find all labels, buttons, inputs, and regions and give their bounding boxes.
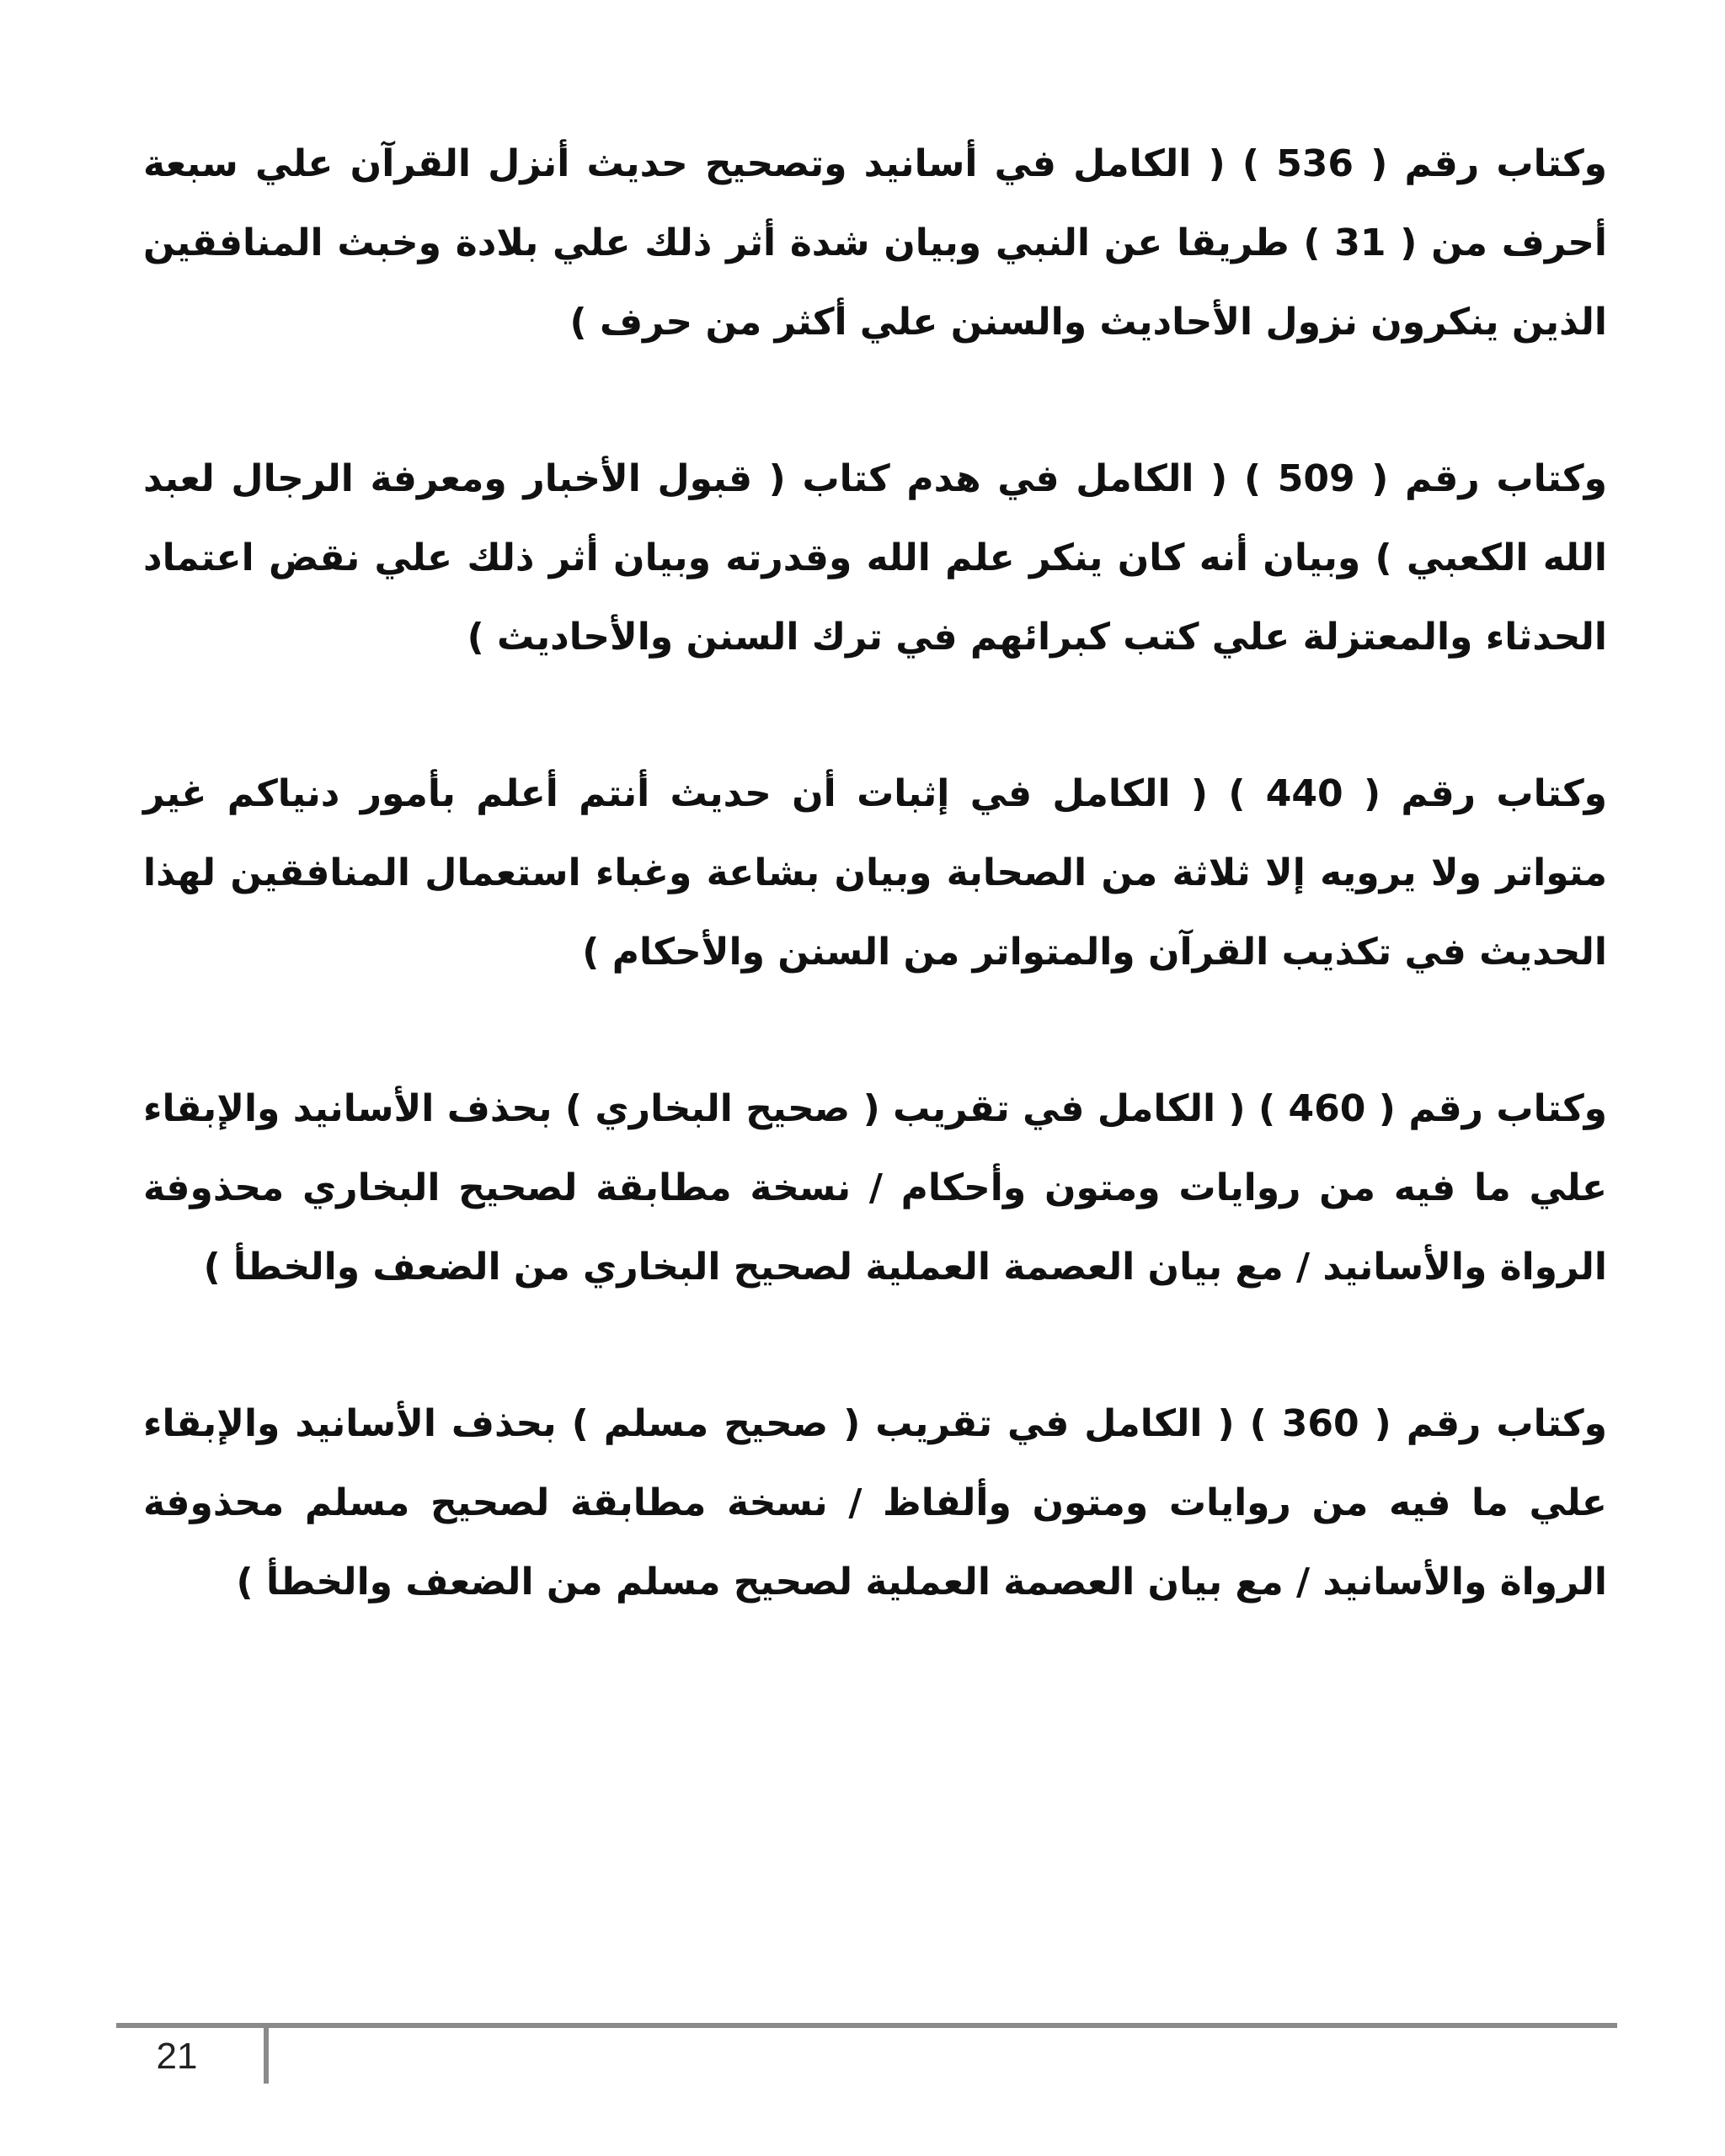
paragraph-book-509: وكتاب رقم ( 509 ) ( الكامل في هدم كتاب ( قبول الأخبار ومعرفة الرجال لعبد الله الكعبي ) وبيان أنه كان ينكر علم الله وقدرته وبيان أثر ذلك علي نقض اعتماد الحدثاء والمعتزلة علي كتب كبرائهم في ترك السنن والأحاديث ) (143, 457, 1607, 659)
paragraph-book-360: وكتاب رقم ( 360 ) ( الكامل في تقريب ( صحيح مسلم ) بحذف الأسانيد والإبقاء علي ما فيه من روايات ومتون وألفاظ / نسخة مطابقة لصحيح مسلم محذوفة الرواة والأسانيد / مع بيان العصمة العملية لصحيح مسلم من الضعف والخطأ ) (143, 1402, 1607, 1604)
footer-divider (116, 2023, 1617, 2028)
page-number: 21 (156, 2036, 198, 2077)
paragraph-book-536: وكتاب رقم ( 536 ) ( الكامل في أسانيد وتصحيح حديث أنزل القرآن علي سبعة أحرف من ( 31 ) طريقا عن النبي وبيان شدة أثر ذلك علي بلادة وخبث المنافقين الذين ينكرون نزول الأحاديث والسنن علي أكثر من حرف ) (143, 142, 1608, 344)
paragraph-book-440: وكتاب رقم ( 440 ) ( الكامل في إثبات أن حديث أنتم أعلم بأمور دنياكم غير متواتر ولا يرويه إلا ثلاثة من الصحابة وبيان بشاعة وغباء استعمال المنافقين لهذا الحديث في تكذيب القرآن والمتواتر من السنن والأحكام ) (143, 772, 1608, 974)
page-body (143, 125, 1607, 1700)
footer-separator (264, 2028, 269, 2084)
paragraph-book-460: وكتاب رقم ( 460 ) ( الكامل في تقريب ( صحيح البخاري ) بحذف الأسانيد والإبقاء علي ما فيه من روايات ومتون وأحكام / نسخة مطابقة لصحيح البخاري محذوفة الرواة والأسانيد / مع بيان العصمة العملية لصحيح البخاري من الضعف والخطأ ) (143, 1087, 1608, 1289)
